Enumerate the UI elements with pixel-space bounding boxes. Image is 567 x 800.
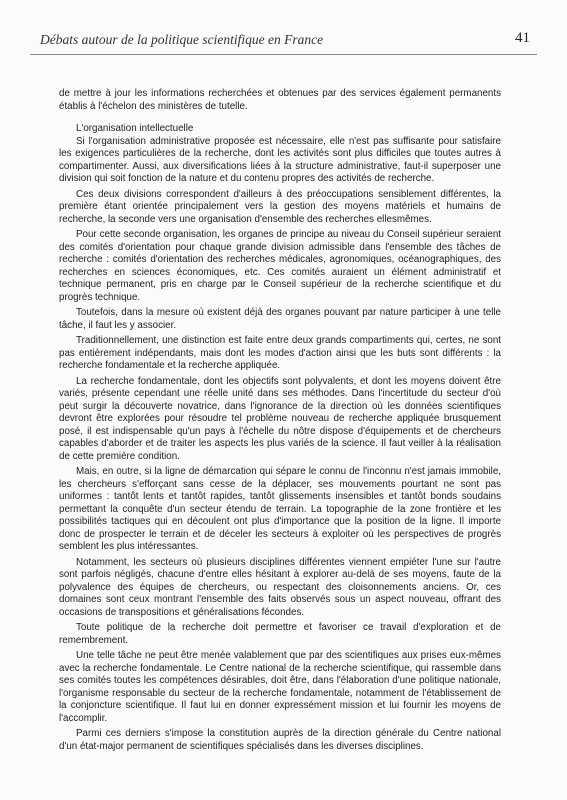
paragraph: de mettre à jour les informations recherchées et obtenues par des services également permanents établis à l'échelon des ministères de tutelle. xyxy=(59,88,501,112)
paragraph: Toute politique de la recherche doit permettre et favoriser ce travail d'exploration et de remembrement. xyxy=(59,622,501,646)
paragraph: Une telle tâche ne peut être menée valablement que par des scientifiques aux prises eux-mêmes avec la recherche fondamentale. Le Centre national de la recherche scientifique, qui rassemble dans ses comités toutes les compétences désirables, doit être, dans l'élaboration d'une politique nationale, l'organisme responsable du secteur de la recherche fondamentale, notamment de l'établissement de la conjoncture scientifique. Il faut lui en donner expressément mission et lui fournir les moyens de l'accomplir. xyxy=(59,650,501,724)
paragraph: Traditionnellement, une distinction est faite entre deux grands compartiments qui, certes, ne sont pas entièrement indépendants, mais dont les modes d'action ainsi que les buts sont différents : la recherche fondamentale et la recherche appliquée. xyxy=(59,335,501,371)
running-head-title: Débats autour de la politique scientifique en France xyxy=(40,32,324,47)
paragraph: Parmi ces derniers s'impose la constitution auprès de la direction générale du Centre national d'un état-major permanent de scientifiques spécialisés dans les diverses disciplines. xyxy=(59,728,501,752)
paragraph: Ces deux divisions correspondent d'ailleurs à des préoccupations sensiblement différentes, la première étant orientée principalement vers la gestion des moyens matériels et humains de recherche, la seconde vers une organisation d'ensemble des recherches ellesmêmes. xyxy=(59,188,501,225)
paragraph: Toutefois, dans la mesure où existent déjà des organes pouvant par nature participer à une telle tâche, il faut les y associer. xyxy=(59,307,501,331)
page-number: 41 xyxy=(515,30,530,46)
body-text xyxy=(59,88,501,756)
paragraph: La recherche fondamentale, dont les objectifs sont polyvalents, et dont les moyens doivent être variés, présente cependant une réelle unité dans ses méthodes. Dans l'incertitude du secteur d'où peut surgir la découverte novatrice, dans l'ignorance de la direction où les données scientifiques devront être explorées pour résoudre tel problème nouveau de recherche appliquée brusquement posé, il est indispensable qu'un pays à l'échelle du nôtre dispose d'équipements et de chercheurs capables d'aborder et de traiter les aspects les plus variés de la science. Il faut veiller à la réalisation de cette première condition. xyxy=(59,375,501,462)
paragraph: Mais, en outre, si la ligne de démarcation qui sépare le connu de l'inconnu n'est jamais immobile, les chercheurs s'efforçant sans cesse de la déplacer, ses mouvements pourtant ne sont pas uniformes : tantôt lents et tantôt rapides, tantôt glissements insensibles et tantôt bonds soudains permettant la conquête d'un secteur étendu de terrain. La topographie de la zone frontière et les possibilités tactiques qui en découlent ont plus d'importance que la position de la ligne. Il importe donc de prospecter le terrain et de déceler les secteurs à exploiter où les perspectives de progrès semblent les plus intéressantes. xyxy=(59,466,501,552)
paragraph: Notamment, les secteurs où plusieurs disciplines différentes viennent empiéter l'une sur l'autre sont parfois négligés, chacune d'entre elles hésitant à explorer au-delà de ses moyens, faute de la polyvalence des équipes de chercheurs, ou respectant des cloisonnements anciens. Or, ces domaines sont ceux montrant l'ensemble des faits observés sous un aspect nouveau, offrant des occasions de transpositions et généralisations fécondes. xyxy=(59,556,501,618)
paragraph: Si l'organisation administrative proposée est nécessaire, elle n'est pas suffisante pour satisfaire les exigences particulières de la recherche, dont les activités sont plus difficiles que toutes autres à compartimenter. Aussi, aux diversifications liées à la structure administrative, faut-il superposer une division qui soit fonction de la nature et du contenu propres des activités de recherche. xyxy=(59,135,501,184)
paragraph: Pour cette seconde organisation, les organes de principe au niveau du Conseil supérieur seraient des comités d'orientation pour chaque grande division admissible dans l'ensemble des tâches de recherche : comités d'orientation des recherches médicales, agronomiques, océanographiques, des recherches en sciences économiques, etc. Ces comités auraient un élément administratif et technique permanent, pris en charge par le Conseil supérieur de la recherche scientifique et du progrès technique. xyxy=(59,229,501,303)
header-rule xyxy=(30,54,537,55)
section-heading: L'organisation intellectuelle xyxy=(76,123,194,134)
